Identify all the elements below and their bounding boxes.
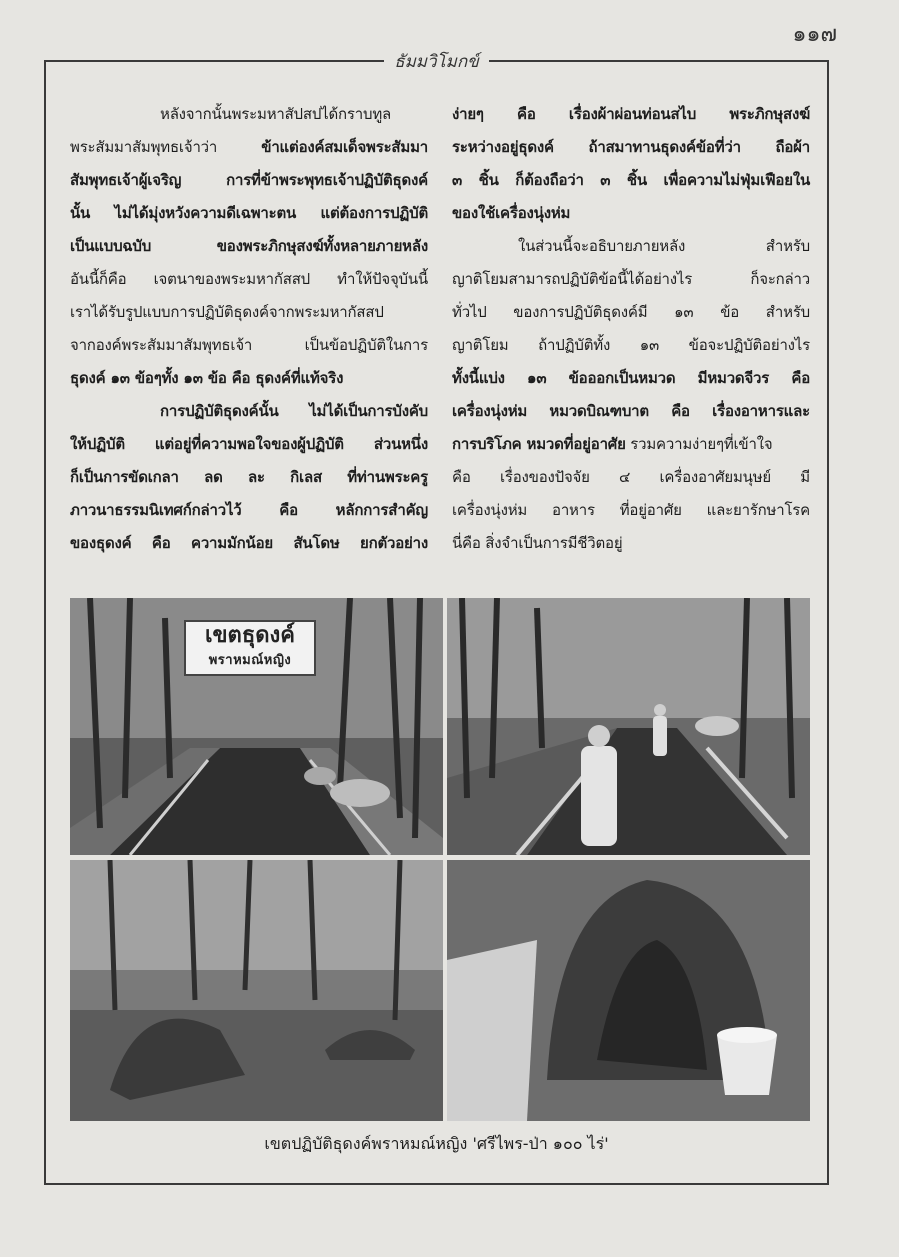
left-line-3: สัมพุทธเจ้าผู้เจริญ การที่ข้าพระพุทธเจ้าปฏิบัติธุดงค์ [70,171,428,189]
photo-tent-closeup-image [447,860,810,1121]
left-column [70,98,428,648]
left-line-10: การปฏิบัติธุดงค์นั้น ไม่ได้เป็นการบังคับ [160,402,428,420]
right-line-8: ญาติโยม ถ้าปฏิบัติทั้ง ๑๓ ข้อจะปฏิบัติอย่างไร [452,336,810,354]
right-line-1: ง่ายๆ คือ เรื่องผ้าผ่อนท่อนสไบ พระภิกษุสงฆ์ [452,105,810,123]
left-line-2 [70,131,428,164]
photo-road-with-people-image [447,598,810,855]
right-line-11-bold: การบริโภค หมวดที่อยู่อาศัย [452,435,626,453]
left-line-6: อันนี้ก็คือ เจตนาของพระมหากัสสป ทำให้ปัจจุบันนี้ [70,270,428,288]
photo-tents-forest-image [70,860,443,1121]
road-sign [184,620,316,676]
left-line-8: จากองค์พระสัมมาสัมพุทธเจ้า เป็นข้อปฏิบัติในการ [70,336,428,354]
running-title [46,48,827,75]
left-line-12: ก็เป็นการขัดเกลา ลด ละ กิเลส ที่ท่านพระครู [70,468,428,486]
photo-caption: เขตปฏิบัติธุดงค์พราหมณ์หญิง 'ศรีไพร-ป่า ๑๐๐ ไร่' [264,1134,609,1153]
running-title-text: ธัมมวิโมกข์ [384,52,489,72]
page-frame [44,52,829,1185]
left-line-1: หลังจากนั้นพระมหาสัปสปได้กราบทูล [160,105,392,123]
right-line-11-plain: รวมความง่ายๆที่เข้าใจ [625,435,773,453]
right-line-9: ทั้งนี้แบ่ง ๑๓ ข้อออกเป็นหมวด มีหมวดจีวร คือ [452,369,810,387]
left-line-7: เราได้รับรูปแบบการปฏิบัติธุดงค์จากพระมหากัสสป [70,303,384,321]
right-line-6: ญาติโยมสามารถปฏิบัติข้อนี้ได้อย่างไร ก็จะกล่าว [452,270,810,288]
left-line-2-plain: พระสัมมาสัมพุทธเจ้าว่า [70,138,262,156]
photo-grid [70,598,810,1123]
page-number: ๑๑๗ [792,22,837,47]
photo-tents-forest [70,860,443,1121]
right-line-14: นี่คือ สิ่งจำเป็นการมีชีวิตอยู่ [452,534,623,552]
right-line-10: เครื่องนุ่งห่ม หมวดบิณฑบาต คือ เรื่องอาหารและ [452,402,810,420]
photo-road-with-sign [70,598,443,855]
left-line-2-bold: ข้าแต่องค์สมเด็จพระสัมมา [261,138,428,156]
left-line-9: ธุดงค์ ๑๓ ข้อๆทั้ง ๑๓ ข้อ คือ ธุดงค์ที่แท้จริง [70,369,344,387]
road-sign-line-1: เขตธุดงค์ [204,623,296,648]
left-line-13: ภาวนาธรรมนิเทศก์กล่าวไว้ คือ หลักการสำคัญ [70,501,428,519]
right-line-5: ในส่วนนี้จะอธิบายภายหลัง สำหรับ [518,237,810,255]
photo-tent-closeup [447,860,810,1121]
right-line-7: ทั่วไป ของการปฏิบัติธุดงค์มี ๑๓ ข้อ สำหรับ [452,303,810,321]
left-line-14: ของธุดงค์ คือ ความมักน้อย สันโดษ ยกตัวอย่าง [70,534,428,552]
right-column [452,98,810,648]
photo-road-with-people [447,598,810,855]
right-line-11 [452,428,810,461]
right-line-12: คือ เรื่องของปัจจัย ๔ เครื่องอาศัยมนุษย์ มี [452,468,810,486]
left-line-11: ให้ปฏิบัติ แต่อยู่ที่ความพอใจของผู้ปฏิบัติ ส่วนหนึ่ง [70,435,428,453]
left-line-4: นั้น ไม่ได้มุ่งหวังความดีเฉพาะตน แต่ต้องการปฏิบัติ [70,204,428,222]
text-columns [70,98,810,648]
right-line-13: เครื่องนุ่งห่ม อาหาร ที่อยู่อาศัย และยารักษาโรค [452,501,810,519]
road-sign-line-2: พราหมณ์หญิง [208,653,292,668]
left-line-5: เป็นแบบฉบับ ของพระภิกษุสงฆ์ทั้งหลายภายหลัง [70,237,428,255]
right-line-2: ระหว่างอยู่ธุดงค์ ถ้าสมาทานธุดงค์ข้อที่ว่า ถือผ้า [452,138,810,156]
right-line-3: ๓ ชิ้น ก็ต้องถือว่า ๓ ชิ้น เพื่อความไม่ฟุ่มเฟือยใน [452,171,810,189]
right-line-4: ของใช้เครื่องนุ่งห่ม [452,204,571,222]
